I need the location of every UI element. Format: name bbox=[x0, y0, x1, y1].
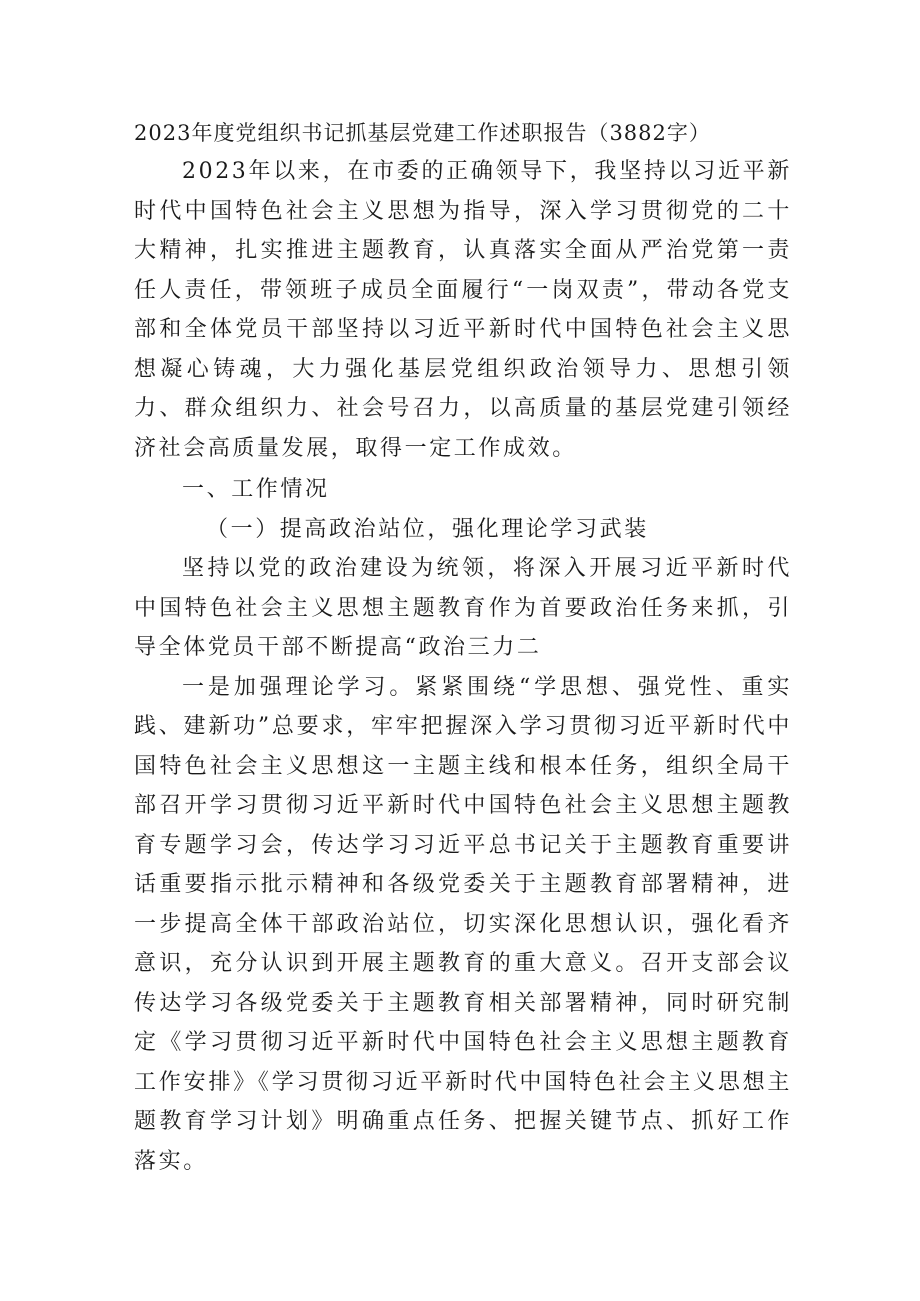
section-heading-work-situation: 一、工作情况 bbox=[182, 477, 330, 502]
intro-paragraph: 2023年以来，在市委的正确领导下，我坚持以习近平新时代中国特色社会主义思想为指导，深入学习贯彻党的二十大精神，扎实推进主题教育，认真落实全面从严治党第一责任人责任，带领班子成员全面履行“一岗双责”，带动各党支部和全体党员干部坚持以习近平新时代中国特色社会主义思想凝心铸魂，大力强化基层党组织政治领导力、思想引领力、群众组织力、社会号召力，以高质量的基层党建引领经济社会高质量发展，取得一定工作成效。 bbox=[134, 159, 792, 461]
body-paragraph-theory-study: 一是加强理论学习。紧紧围绕“学思想、强党性、重实践、建新功”总要求，牢牢把握深入学习贯彻习近平新时代中国特色社会主义思想这一主题主线和根本任务，组织全局干部召开学习贯彻习近平新时代中国特色社会主义思想主题教育专题学习会，传达学习习近平总书记关于主题教育重要讲话重要指示批示精神和各级党委关于主题教育部署精神，进一步提高全体干部政治站位，切实深化思想认识，强化看齐意识，充分认识到开展主题教育的重大意义。召开支部会议传达学习各级党委关于主题教育相关部署精神，同时研究制定《学习贯彻习近平新时代中国特色社会主义思想主题教育工作安排》《学习贯彻习近平新时代中国特色社会主义思想主题教育学习计划》明确重点任务、把握关键节点、抓好工作落实。 bbox=[134, 674, 792, 1174]
body-paragraph-political-building: 坚持以党的政治建设为统领，将深入开展习近平新时代中国特色社会主义思想主题教育作为首要政治任务来抓，引导全体党员干部不断提高“政治三力二 bbox=[134, 556, 792, 660]
document-title: 2023年度党组织书记抓基层党建工作述职报告（3882字） bbox=[134, 121, 711, 145]
subsection-heading-political-stance: （一）提高政治站位，强化理论学习武装 bbox=[206, 516, 649, 542]
